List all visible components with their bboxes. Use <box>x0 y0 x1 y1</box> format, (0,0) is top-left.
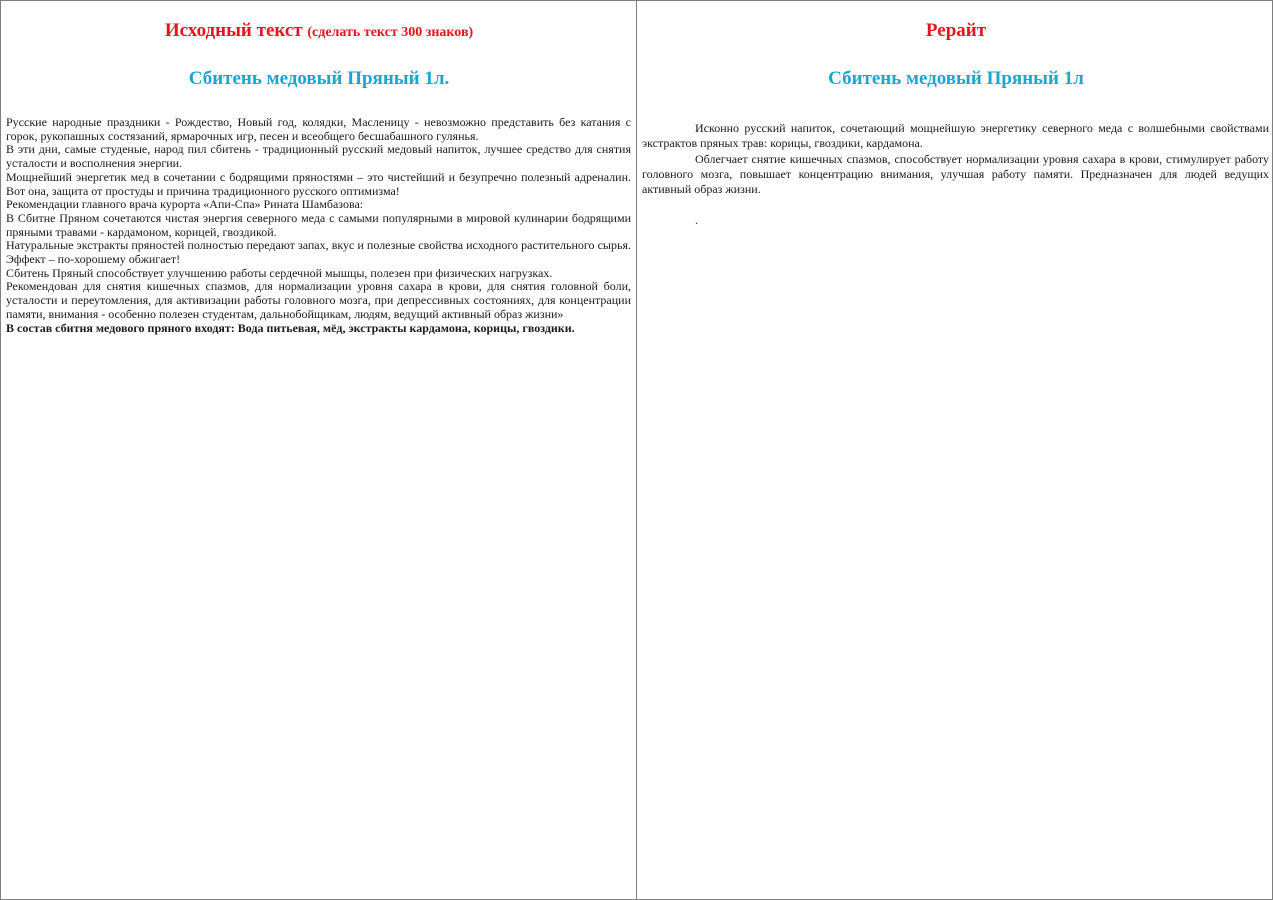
rewrite-trailing-mark: . <box>695 213 698 227</box>
source-heading <box>1 20 637 42</box>
rewrite-heading: Рерайт <box>925 20 987 41</box>
source-product-title: Сбитень медовый Пряный 1л. <box>188 68 450 89</box>
source-heading-note: (сделать текст 300 знаков) <box>307 25 474 40</box>
source-paragraph: Рекомендации главного врача курорта «Апи-Спа» Рината Шамбазова: <box>6 197 364 212</box>
source-heading-text: Исходный текст <box>164 20 303 41</box>
rewrite-column <box>637 1 1272 899</box>
rewrite-text-body <box>642 121 1269 197</box>
source-paragraph: В Сбитне Пряном сочетаются чистая энергия северного меда с самыми популярными в мировой кулинарии бодрящими пряными травами - кардамоном, корицей, гвоздикой. <box>6 210 631 239</box>
rewrite-paragraph: Облегчает снятие кишечных спазмов, способствует нормализации уровня сахара в крови, стимулирует работу головного мозга, повышает концентрацию внимания, улучшая работу памяти. Предназначен для людей ведущих активный образ жизни. <box>642 151 1269 197</box>
source-paragraph: Русские народные праздники - Рождество, Новый год, колядки, Масленицу - невозможно представить без катания с горок, рукопашных состязаний, ярмарочных игр, песен и всеобщего бесшабашного гулянья. <box>6 115 631 143</box>
source-paragraph: Натуральные экстракты пряностей полностью передают запах, вкус и полезные свойства исходного растительного сырья. Эффект – по-хорошему обжигает! <box>6 238 631 267</box>
source-paragraph: Рекомендован для снятия кишечных спазмов, для нормализации уровня сахара в крови, для снятия головной боли, усталости и переутомления, для активизации работы головного мозга, при депрессивных состояниях, для концентрации памяти, внимания - особенно полезен студентам, дальнобойщикам, людям, ведущий активный образ жизни» <box>6 279 631 321</box>
rewrite-paragraph: Исконно русский напиток, сочетающий мощнейшую энергетику северного меда с волшебными свойствами экстрактов пряных трав: корицы, гвоздики, кардамона. <box>642 121 1269 151</box>
source-paragraph: Мощнейший энергетик мед в сочетании с бодрящими пряностями – это чистейший и безупречно полезный адреналин. Вот она, защита от простуды и причина традиционного русского оптимизма! <box>6 169 631 198</box>
source-column <box>1 1 637 899</box>
source-text-body <box>6 116 631 335</box>
composition-line: В состав сбитня медового пряного входят: Вода питьевая, мёд, экстракты кардамона, корицы, гвоздики. <box>6 320 575 335</box>
rewrite-product-title: Сбитень медовый Пряный 1л <box>828 68 1084 89</box>
source-paragraph: Сбитень Пряный способствует улучшению работы сердечной мышцы, полезен при физических нагрузках. <box>6 265 553 280</box>
source-paragraph: В эти дни, самые студеные, народ пил сбитень - традиционный русский медовый напиток, лучшее средство для снятия усталости и восполнения энергии. <box>6 142 631 171</box>
